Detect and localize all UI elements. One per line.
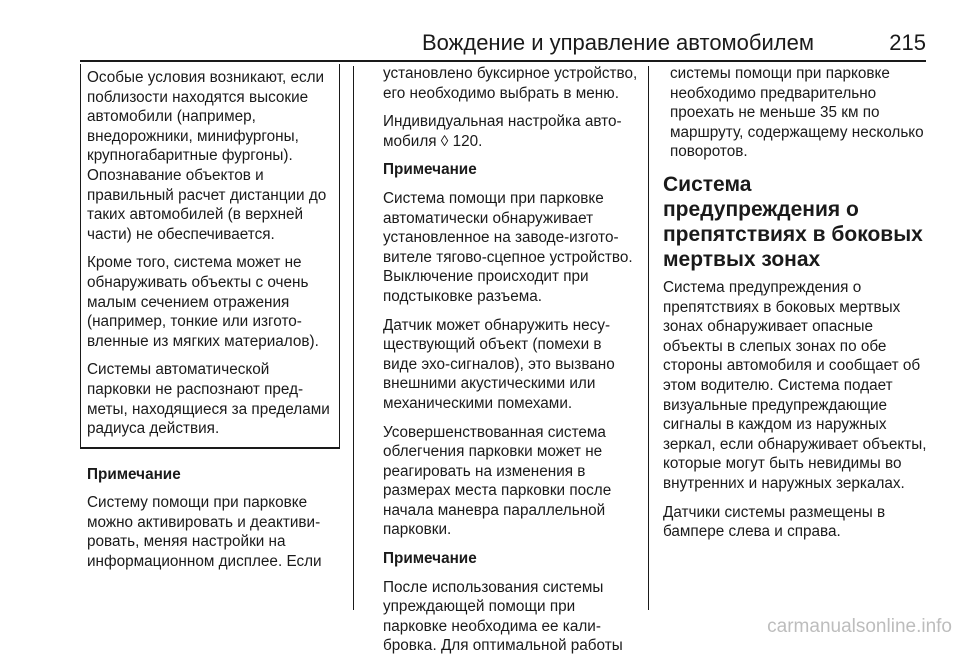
column-divider-1 <box>353 66 354 610</box>
info-box-paragraph-2: Кроме того, система может не обнаруживать объекты с очень малым сечением отражения (например, тонкие или изготовленные из мягких материалов). <box>87 254 319 350</box>
note-text: Система помощи при парковке автоматически обнаруживает установленное на заводе-изготовителе тягово-сцепное устройство. Выключение происходит при подстыковке разъема. <box>383 189 633 305</box>
section-heading: Система предупреждения о препятствиях в боковых мертвых зонах <box>663 172 923 271</box>
column-3 <box>663 64 927 551</box>
column-divider-2 <box>648 66 649 610</box>
page-header <box>80 26 926 62</box>
note-title: Примечание <box>383 161 477 179</box>
paragraph-sensors: Датчики системы размещены в бампере слева и справа. <box>663 503 886 541</box>
note-title: Примечание <box>87 465 181 483</box>
paragraph-settings-ref: Индивидуальная настройка автомобиля ◊ 120. <box>383 113 622 150</box>
info-box-paragraph-1: Особые условия возникают, если поблизости находятся высокие автомобили (например, внедорожники, минифургоны, крупногабаритные фургоны). Опознавание объектов и правильный расчет дистанции до таких автомобилей (в верхней части) не обеспечивается. <box>87 69 327 243</box>
paragraph-parking: Усовершенствованная система облегчения парковки может не реагировать на изменения в размерах места парковки после начала маневра параллельной парковки. <box>383 423 612 539</box>
note-block <box>80 465 340 572</box>
note-text: Систему помощи при парковке можно активировать и деактивировать, меняя настройки на информационном дисплее. Если <box>87 494 322 571</box>
info-box <box>80 64 340 449</box>
paragraph-blind-spot: Система предупреждения о препятствиях в боковых мертвых зонах обнаруживает опасные объекты в слепых зонах по обе стороны автомобиля и сообщает об этом водителю. Система подает визуальные предупреждающие сигналы в каждом из наружных зеркал, если обнаруживает объекты, которые могут быть невидимы во внутренних и наружных зеркалах. <box>663 278 927 492</box>
info-box-paragraph-3: Системы автоматической парковки не распознают предметы, находящиеся за пределами радиуса действия. <box>87 361 330 438</box>
chapter-title: Вождение и управление автомобилем <box>421 30 814 55</box>
column-2 <box>383 64 639 656</box>
paragraph-sensor: Датчик может обнаружить несуществующий объект (помехи в виде эхо-сигналов), это вызвано внешними акустическими или механическими помехами. <box>383 316 615 412</box>
note-text: После использования системы упреждающей помощи при парковке необходима ее калибровка. Для оптимальной работы <box>383 578 623 655</box>
note-title: Примечание <box>383 550 477 568</box>
page-number: 215 <box>889 30 926 55</box>
column-1 <box>80 64 340 572</box>
note-continuation: системы помощи при парковке необходимо предварительно проехать не меньше 35 км по маршруту, содержащему несколько поворотов. <box>670 65 924 161</box>
watermark: carmanualsonline.info <box>767 616 952 637</box>
paragraph-towbar: установлено буксирное устройство, его необходимо выбрать в меню. <box>383 65 638 102</box>
